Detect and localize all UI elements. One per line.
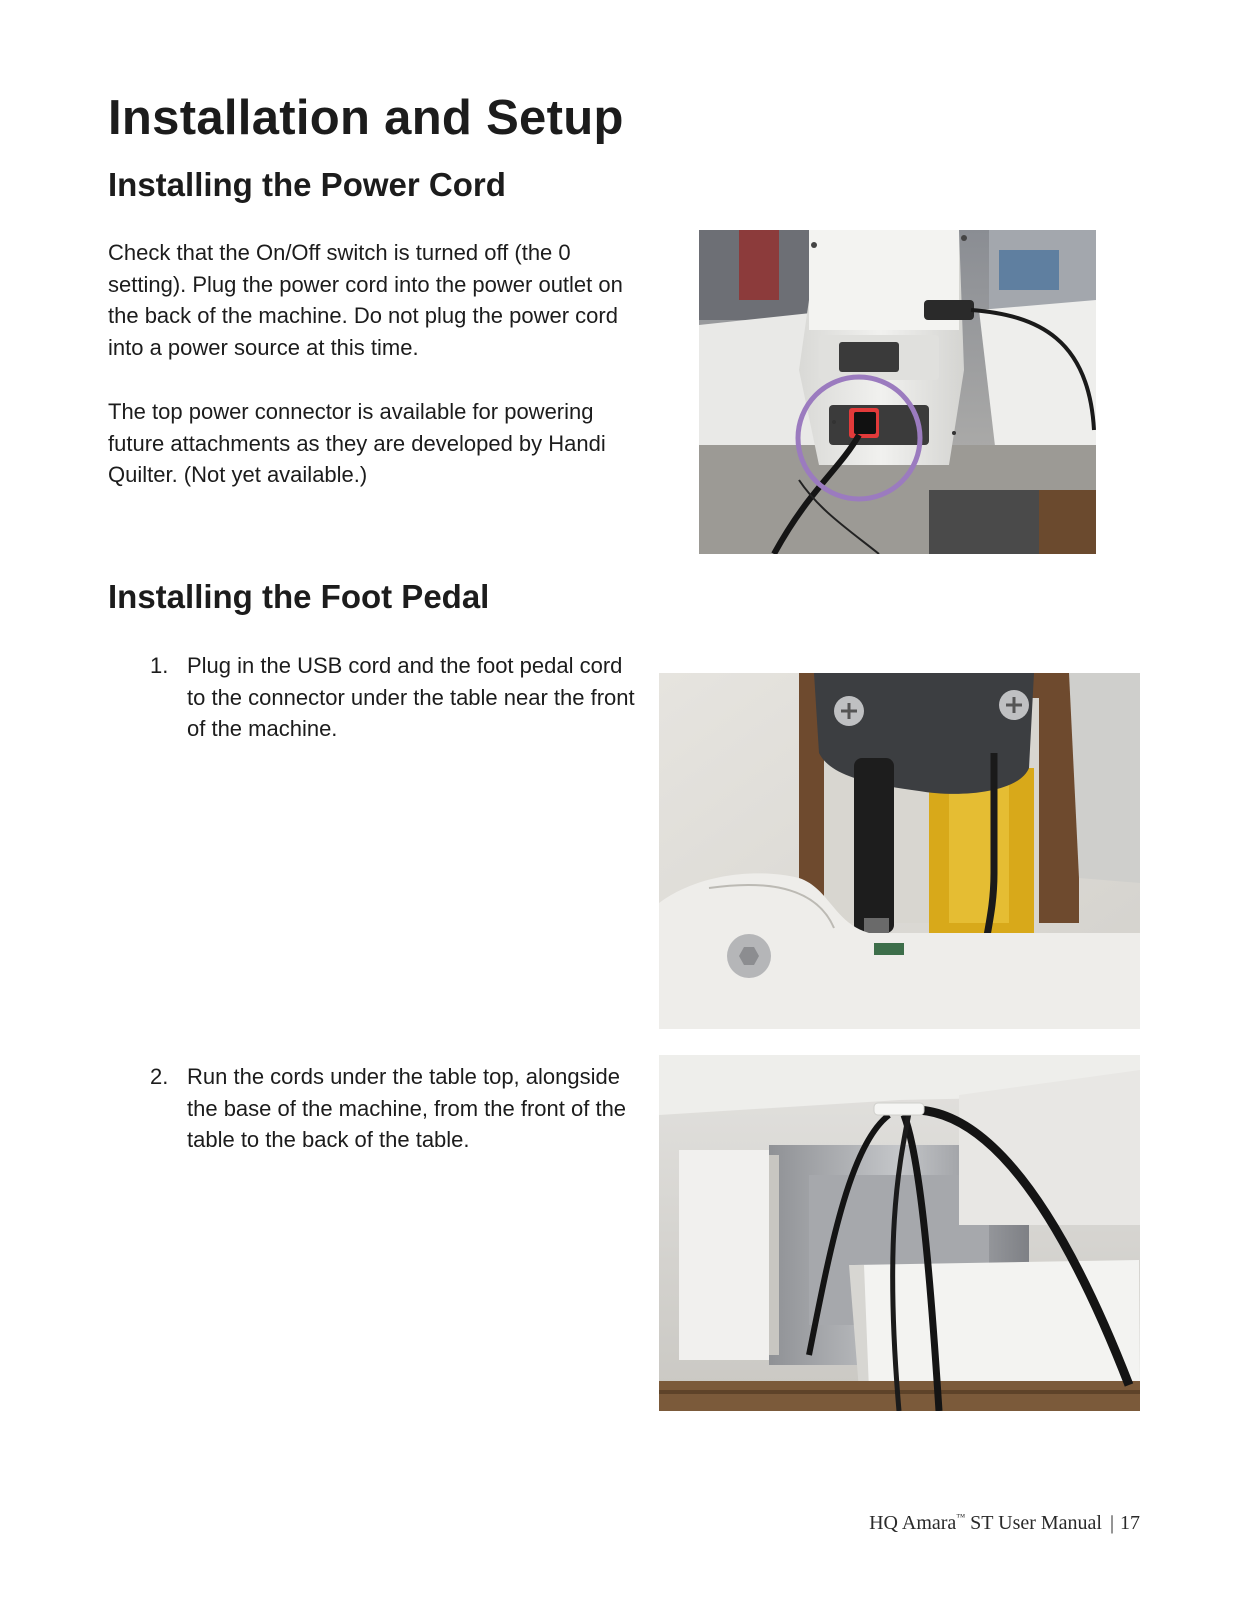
foot-pedal-heading: Installing the Foot Pedal [108,578,490,615]
power-cord-heading: Installing the Power Cord [108,166,506,203]
power-cord-paragraph-2: The top power connector is available for powering future attachments as they are developed by Handi Quilter. (Not yet available.) [108,399,606,488]
power-cord-paragraph-1: Check that the On/Off switch is turned off (the 0 setting). Plug the power cord into the power outlet on the back of the machine. Do not plug the power cord into a power source at this time. [108,240,623,361]
step-number: 2. [150,1064,169,1089]
power-outlet-photo [699,230,1096,554]
page-footer [869,1512,1140,1535]
footer-separator: | [1109,1512,1114,1534]
usb-connector-photo [659,673,1140,1029]
footer-manual-suffix: ST User Manual [965,1512,1102,1534]
step-text: Run the cords under the table top, alongside the base of the machine, from the front of the table to the back of the table. [187,1064,627,1153]
trademark-symbol: ™ [956,1512,966,1522]
footer-manual-name: HQ Amara [869,1512,957,1534]
step-number: 1. [150,653,169,678]
page-title: Installation and Setup [108,91,624,145]
page-number: 17 [1120,1512,1140,1534]
step-text: Plug in the USB cord and the foot pedal cord to the connector under the table near the front of the machine. [187,653,635,742]
cord-routing-photo [659,1055,1140,1411]
